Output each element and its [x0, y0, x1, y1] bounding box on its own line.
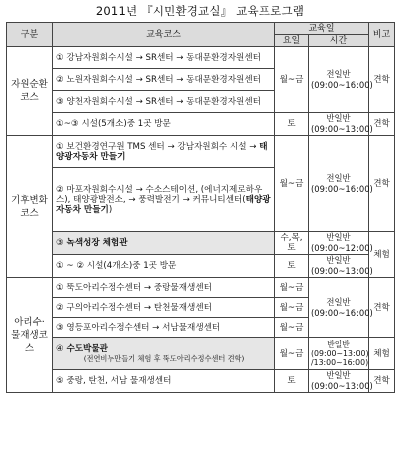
time-cell: 반일반 (09:00~13:00) /13:00~16:00)	[309, 338, 369, 370]
day-cell: 토	[275, 255, 309, 278]
note-cell: 견학	[369, 136, 395, 232]
note-cell: 체험	[369, 232, 395, 278]
day-cell: 월~금	[275, 278, 309, 298]
course-cell: ① ~ ② 시설(4개소)중 1곳 방문	[53, 255, 275, 278]
course-cell: ① 뚝도아리수정수센터 → 중랑물재생센터	[53, 278, 275, 298]
time-cell: 반일반 (09:00~13:00)	[309, 255, 369, 278]
header-day: 요일	[275, 35, 309, 47]
time-cell: 반일반 (09:00~13:00)	[309, 370, 369, 393]
course-cell: ③ 양천자원회수시설 → SR센터 → 동대문환경자원센터	[53, 91, 275, 113]
header-note: 비고	[369, 23, 395, 47]
day-cell: 월~금	[275, 338, 309, 370]
note-cell: 견학	[369, 278, 395, 338]
course-cell: ③ 영등포아리수정수센터 → 서남물재생센터	[53, 318, 275, 338]
section-name: 아리수· 물재생코스	[7, 278, 53, 393]
header-course: 교육코스	[53, 23, 275, 47]
course-cell: ④ 수도박물관 (전연비누만들기 체험 후 뚝도아리수정수센터 견학)	[53, 338, 275, 370]
time-cell: 반일반 (09:00~12:00)	[309, 232, 369, 255]
page-title: 2011년 『시민환경교실』 교육프로그램	[95, 4, 305, 18]
day-cell: 월~금	[275, 136, 309, 232]
course-cell: ① 보건환경연구원 TMS 센터 → 강남자원회수 시설 → 태양광자동차 만들기	[53, 136, 275, 168]
time-cell: 반일반 (09:00~13:00)	[309, 113, 369, 136]
day-cell: 월~금	[275, 318, 309, 338]
time-cell: 전일반 (09:00~16:00)	[309, 47, 369, 113]
course-cell: ① 강남자원회수시설 → SR센터 → 동대문환경자원센터	[53, 47, 275, 69]
program-table	[6, 22, 395, 393]
course-cell: ② 노원자원회수시설 → SR센터 → 동대문환경자원센터	[53, 69, 275, 91]
header-edu-day: 교육일	[275, 23, 369, 35]
course-cell: ② 구의아리수정수센터 → 탄천물재생센터	[53, 298, 275, 318]
header-category: 구분	[7, 23, 53, 47]
note-cell: 견학	[369, 113, 395, 136]
time-cell: 전일반 (09:00~16:00)	[309, 278, 369, 338]
note-cell: 견학	[369, 370, 395, 393]
note-cell: 체험	[369, 338, 395, 370]
day-cell: 월~금	[275, 47, 309, 113]
time-cell: 전일반 (09:00~16:00)	[309, 136, 369, 232]
section-name: 자원순환 코스	[7, 47, 53, 136]
day-cell: 월~금	[275, 298, 309, 318]
day-cell: 토	[275, 113, 309, 136]
section-name: 기후변화 코스	[7, 136, 53, 278]
day-cell: 토	[275, 370, 309, 393]
course-cell: ①~③ 시설(5개소)중 1곳 방문	[53, 113, 275, 136]
course-cell: ③ 녹색성장 체험관	[53, 232, 275, 255]
note-cell: 견학	[369, 47, 395, 113]
header-time: 시간	[309, 35, 369, 47]
course-cell: ② 마포자원회수시설 → 수소스테이션, (에너지제로하우스), 태양광발전소, → 풍력발전기 → 커뮤니티센터(태양광 자동차 만들기)	[53, 168, 275, 232]
day-cell: 수,목,토	[275, 232, 309, 255]
course-cell: ⑤ 중랑, 탄천, 서남 물재생센터	[53, 370, 275, 393]
